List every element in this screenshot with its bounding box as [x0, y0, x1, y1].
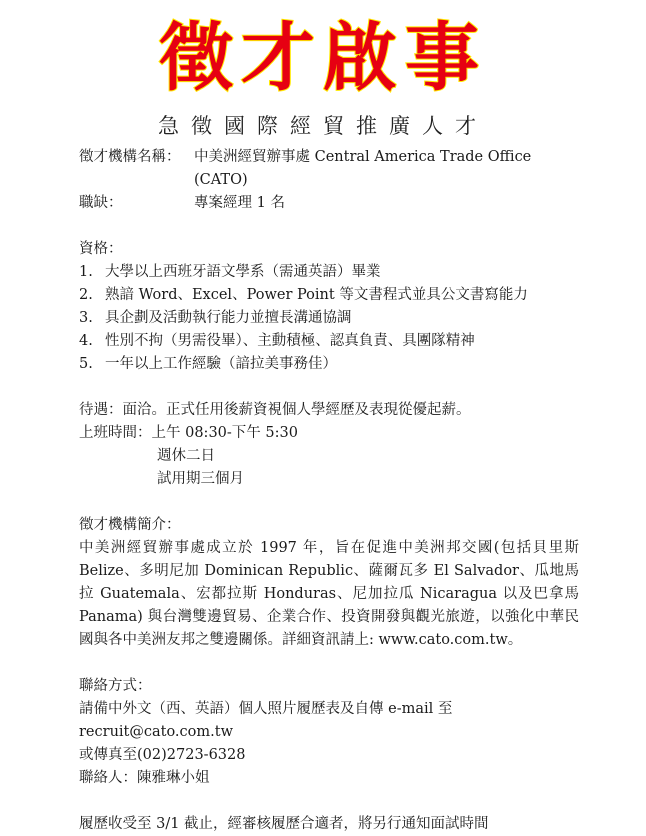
work-hours-label: 上班時間：: [79, 425, 152, 441]
work-hours-time: 上午 08:30-下午 5:30: [151, 425, 298, 441]
list-item: [79, 353, 579, 376]
position-value: 專案經理 1 名: [194, 195, 285, 211]
deadline-text: 履歷收受至 3/1 截止，經審核履歷合適者，將另行通知面試時間: [79, 816, 489, 832]
list-number: 1.: [79, 264, 93, 280]
list-number: 4.: [79, 333, 93, 349]
contact-line-2: 或傳真至(02)2723-6328: [79, 747, 246, 763]
position-row: [79, 192, 579, 215]
work-hours: [79, 422, 579, 445]
page-subtitle: 急徵國際經貿推廣人才: [158, 114, 488, 138]
org-value: 中美洲經貿辦事處 Central America Trade Office (CATO): [194, 149, 532, 188]
contact-person: 聯絡人：陳雅琳小姐: [79, 770, 210, 786]
intro-title: 徵才機構簡介：: [79, 517, 181, 533]
intro-text: 中美洲經貿辦事處成立於 1997 年，旨在促進中美洲邦交國(包括貝里斯 Belize、多明尼加 Dominican Republic、薩爾瓦多 El Salvador、瓜地馬拉 Guatemala、宏都拉斯 Honduras、尼加拉瓜 Nicaragua 以及巴拿馬 Panama) 與台灣雙邊貿易、企業合作、投資開發與觀光旅遊，以強化中華民國與各中美洲友邦之雙邊關係。詳細資訊請上: www.cato.com.tw。: [79, 540, 579, 648]
org-label: 徵才機構名稱：: [79, 149, 181, 165]
qualifications-list: [79, 261, 579, 376]
list-text: 一年以上工作經驗（諳拉美事務佳）: [105, 356, 337, 372]
org-row: [79, 146, 579, 192]
list-number: 2.: [79, 287, 93, 303]
list-number: 3.: [79, 310, 93, 326]
position-label: 職缺：: [79, 195, 123, 211]
banner-title: 徵才啟事: [159, 15, 487, 101]
list-item: [79, 307, 579, 330]
list-item: [79, 330, 579, 353]
list-text: 熟諳 Word、Excel、Power Point 等文書程式並具公文書寫能力: [105, 287, 528, 303]
contact-line-1: 請備中外文（西、英語）個人照片履歷表及自傳 e-mail 至 recruit@cato.com.tw: [79, 701, 453, 740]
list-number: 5.: [79, 356, 93, 372]
list-text: 大學以上西班牙語文學系（需通英語）畢業: [105, 264, 381, 280]
job-posting-body: [79, 146, 579, 836]
salary-text: 待遇：面洽。正式任用後薪資視個人學經歷及表現從優起薪。: [79, 402, 471, 418]
trial-period: 試用期三個月: [157, 471, 244, 487]
contact-title: 聯絡方式：: [79, 678, 152, 694]
list-text: 性別不拘（男需役畢）、主動積極、認真負責、具團隊精神: [105, 333, 475, 349]
list-text: 具企劃及活動執行能力並擅長溝通協調: [105, 310, 352, 326]
list-item: [79, 261, 579, 284]
work-days: 週休二日: [157, 448, 215, 464]
list-item: [79, 284, 579, 307]
qualifications-title: 資格：: [79, 241, 123, 257]
